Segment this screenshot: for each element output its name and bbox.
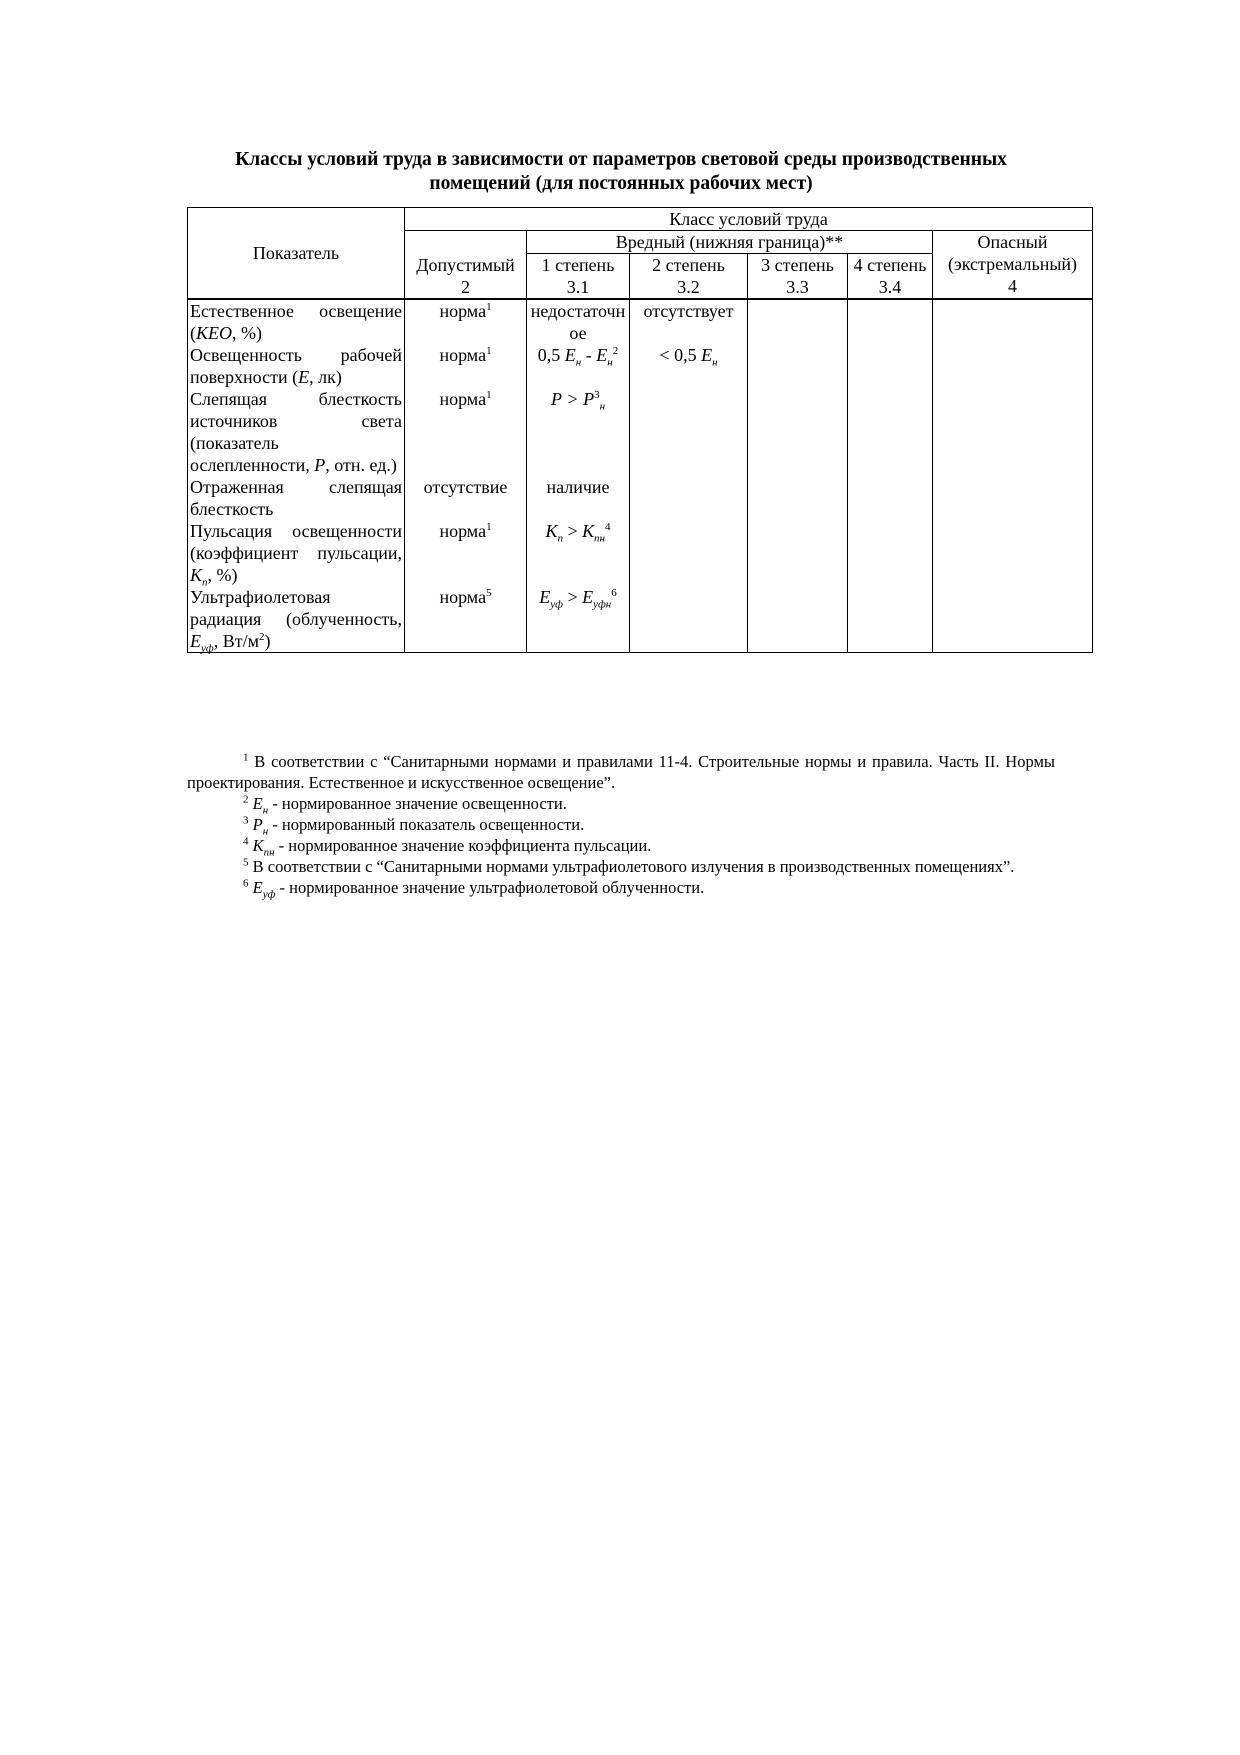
cell-allowed: отсутствие <box>405 476 527 520</box>
header-allowed-num: 2 <box>461 277 470 297</box>
footnote-text: В соответствии с “Санитарными нормами ультрафиолетового излучения в производственных помещениях”. <box>248 857 1015 876</box>
indicator-end: ) <box>264 631 271 651</box>
row-indicator <box>188 344 405 388</box>
value-symbol: Е <box>564 345 576 365</box>
header-degree-4-label: 4 степень <box>853 255 927 275</box>
cell-degree-3 <box>748 520 848 586</box>
header-dangerous-num: 4 <box>1008 276 1018 296</box>
value-text: > <box>562 521 583 541</box>
header-dangerous-line1: Опасный <box>977 232 1048 252</box>
indicator-text: Слепящая блесткость источников света (показатель ослепленности, <box>190 389 402 475</box>
value-text: 0,5 <box>537 345 565 365</box>
indicator-tail: , лк) <box>309 367 342 387</box>
cell-allowed <box>405 388 527 476</box>
cell-degree-1 <box>527 344 630 388</box>
footnote-subscript: н <box>262 804 269 817</box>
header-harmful: Вредный (нижняя граница)** <box>527 231 933 254</box>
value-symbol: К <box>582 521 595 541</box>
footnote-text: - нормированное значение коэффициента пульсации. <box>274 836 652 855</box>
footnote-number: 1 <box>243 751 249 764</box>
value-subscript: п <box>557 532 563 545</box>
allowed-text: норма <box>439 345 487 365</box>
footnote-ref: 1 <box>486 521 492 533</box>
footnote-subscript: пн <box>263 846 275 859</box>
indicator-symbol: Р <box>314 455 326 475</box>
indicator-text: Естественное освещение ( <box>190 301 402 343</box>
cell-degree-2 <box>630 476 748 520</box>
value-subscript: н <box>712 356 718 369</box>
footnote-item <box>187 877 1055 901</box>
cell-degree-2 <box>630 586 748 653</box>
page-title <box>187 148 1055 196</box>
row-indicator <box>188 586 405 653</box>
header-degree-3-label: 3 степень <box>761 255 834 275</box>
footnote-ref: 6 <box>611 587 617 599</box>
indicator-symbol: Е <box>190 631 201 651</box>
indicator-text: Ультрафиолетовая радиация (облученность, <box>190 587 402 629</box>
header-class-title: Класс условий труда <box>405 208 1093 231</box>
cell-degree-3 <box>748 388 848 476</box>
value-subscript: уфн <box>593 598 612 611</box>
header-allowed <box>405 231 527 300</box>
footnote-text: В соответствии с “Санитарными нормами и правилами 11-4. Строительные нормы и правила. Часть II. Нормы проектирования. Естественное и искусственное освещение”. <box>187 752 1055 792</box>
cell-allowed <box>405 299 527 344</box>
header-degree-4 <box>848 254 933 300</box>
footnote-item <box>187 856 1055 877</box>
cell-dangerous <box>933 388 1093 476</box>
cell-degree-1 <box>527 388 630 476</box>
footnote-ref: 3 <box>594 389 600 401</box>
value-subscript: пн <box>594 532 606 545</box>
footnote-item <box>187 835 1055 859</box>
value-symbol: Е <box>539 587 551 607</box>
footnote-number: 3 <box>243 814 249 827</box>
row-indicator: Отраженная слепящая блесткость <box>188 476 405 520</box>
footnote-item <box>187 751 1055 793</box>
value-subscript: н <box>607 356 613 369</box>
cell-degree-1 <box>527 520 630 586</box>
value-symbol: Е <box>701 345 713 365</box>
cell-degree-4 <box>848 388 933 476</box>
cell-degree-1: наличие <box>527 476 630 520</box>
footnote-ref: 1 <box>486 301 492 313</box>
footnote-item <box>187 814 1055 838</box>
indicator-tail: , %) <box>207 565 238 585</box>
footnote-symbol: Е <box>252 794 263 813</box>
footnote-ref: 2 <box>612 345 619 357</box>
footnote-ref: 1 <box>486 389 492 401</box>
header-degree-1-label: 1 степень <box>541 255 615 275</box>
cell-degree-4 <box>848 586 933 653</box>
title-line-2: помещений (для постоянных рабочих мест) <box>429 173 813 194</box>
indicator-symbol: КЕО <box>196 323 232 343</box>
cell-dangerous <box>933 344 1093 388</box>
value-symbol: Р > Р <box>550 389 595 409</box>
cell-degree-2 <box>630 344 748 388</box>
cell-degree-4 <box>848 520 933 586</box>
cell-allowed <box>405 520 527 586</box>
indicator-tail: , отн. ед.) <box>325 455 397 475</box>
cell-degree-2 <box>630 520 748 586</box>
value-text: < 0,5 <box>659 345 702 365</box>
footnote-symbol: Р <box>252 815 263 834</box>
table-row <box>188 586 1093 653</box>
header-dangerous <box>933 231 1093 300</box>
footnote-symbol: Е <box>252 878 263 897</box>
indicator-text: Освещенность рабочей поверхности ( <box>190 345 402 387</box>
footnote-number: 6 <box>243 877 249 890</box>
header-degree-2-num: 3.2 <box>677 277 700 297</box>
footnote-number: 2 <box>243 793 249 806</box>
indicator-subscript: уф <box>201 642 214 655</box>
header-indicator: Показатель <box>188 208 405 300</box>
header-degree-4-num: 3.4 <box>878 277 902 297</box>
footnote-number: 5 <box>243 856 249 869</box>
allowed-text: норма <box>439 389 487 409</box>
cell-degree-4 <box>848 344 933 388</box>
header-dangerous-line2: (экстремальный) <box>948 254 1078 274</box>
footnote-subscript: уф <box>262 888 276 901</box>
footnote-text: - нормированное значение ультрафиолетовой облученности. <box>275 878 705 897</box>
title-line-1: Классы условий труда в зависимости от параметров световой среды производственных <box>235 149 1007 170</box>
footnote-ref: 4 <box>605 521 611 533</box>
cell-dangerous <box>933 476 1093 520</box>
header-degree-3 <box>748 254 848 300</box>
lighting-classes-table <box>187 207 1093 653</box>
footnote-subscript: н <box>262 825 269 838</box>
table-row <box>188 344 1093 388</box>
footnotes <box>187 751 1055 901</box>
cell-degree-4 <box>848 299 933 344</box>
indicator-tail: , Вт/м <box>213 631 259 651</box>
header-degree-1 <box>527 254 630 300</box>
header-row-1 <box>188 208 1093 231</box>
allowed-text: норма <box>439 521 487 541</box>
value-symbol: К <box>545 521 558 541</box>
indicator-tail: , %) <box>231 323 262 343</box>
table-row <box>188 388 1093 476</box>
cell-degree-4 <box>848 476 933 520</box>
table-row <box>188 476 1093 520</box>
value-text: > <box>562 587 583 607</box>
footnote-text: - нормированный показатель освещенности. <box>268 815 585 834</box>
allowed-text: норма <box>439 587 487 607</box>
cell-allowed <box>405 586 527 653</box>
table-row <box>188 520 1093 586</box>
footnote-text: - нормированное значение освещенности. <box>268 794 567 813</box>
allowed-text: норма <box>439 301 487 321</box>
cell-degree-3 <box>748 476 848 520</box>
cell-degree-2 <box>630 388 748 476</box>
table-row <box>188 299 1093 344</box>
header-degree-3-num: 3.3 <box>786 277 809 297</box>
cell-degree-1: недостаточное <box>527 299 630 344</box>
cell-dangerous <box>933 586 1093 653</box>
cell-degree-2: отсутствует <box>630 299 748 344</box>
footnote-item <box>187 793 1055 817</box>
value-symbol: Е <box>596 345 608 365</box>
row-indicator <box>188 299 405 344</box>
value-subscript: уф <box>550 598 563 611</box>
indicator-text: Пульсация освещенности (коэффициент пульсации, <box>190 521 402 563</box>
value-subscript: н <box>575 356 582 369</box>
cell-dangerous <box>933 299 1093 344</box>
header-degree-1-num: 3.1 <box>566 277 590 297</box>
header-degree-2 <box>630 254 748 300</box>
footnote-ref: 5 <box>486 587 492 599</box>
indicator-symbol: Е <box>298 367 310 387</box>
cell-allowed <box>405 344 527 388</box>
row-indicator <box>188 520 405 589</box>
footnote-ref: 1 <box>486 345 492 357</box>
row-indicator <box>188 388 405 476</box>
header-allowed-label: Допустимый <box>416 255 515 275</box>
indicator-superscript: 2 <box>258 631 265 643</box>
cell-degree-3 <box>748 344 848 388</box>
cell-degree-1 <box>527 586 630 653</box>
footnote-symbol: К <box>252 836 264 855</box>
cell-dangerous <box>933 520 1093 586</box>
value-symbol: Е <box>582 587 594 607</box>
footnote-number: 4 <box>243 835 249 848</box>
value-text: - <box>581 345 597 365</box>
indicator-subscript: п <box>201 576 208 589</box>
value-subscript: н <box>599 400 606 413</box>
header-degree-2-label: 2 степень <box>652 255 725 275</box>
cell-degree-3 <box>748 299 848 344</box>
indicator-symbol: К <box>190 565 202 585</box>
cell-degree-3 <box>748 586 848 653</box>
